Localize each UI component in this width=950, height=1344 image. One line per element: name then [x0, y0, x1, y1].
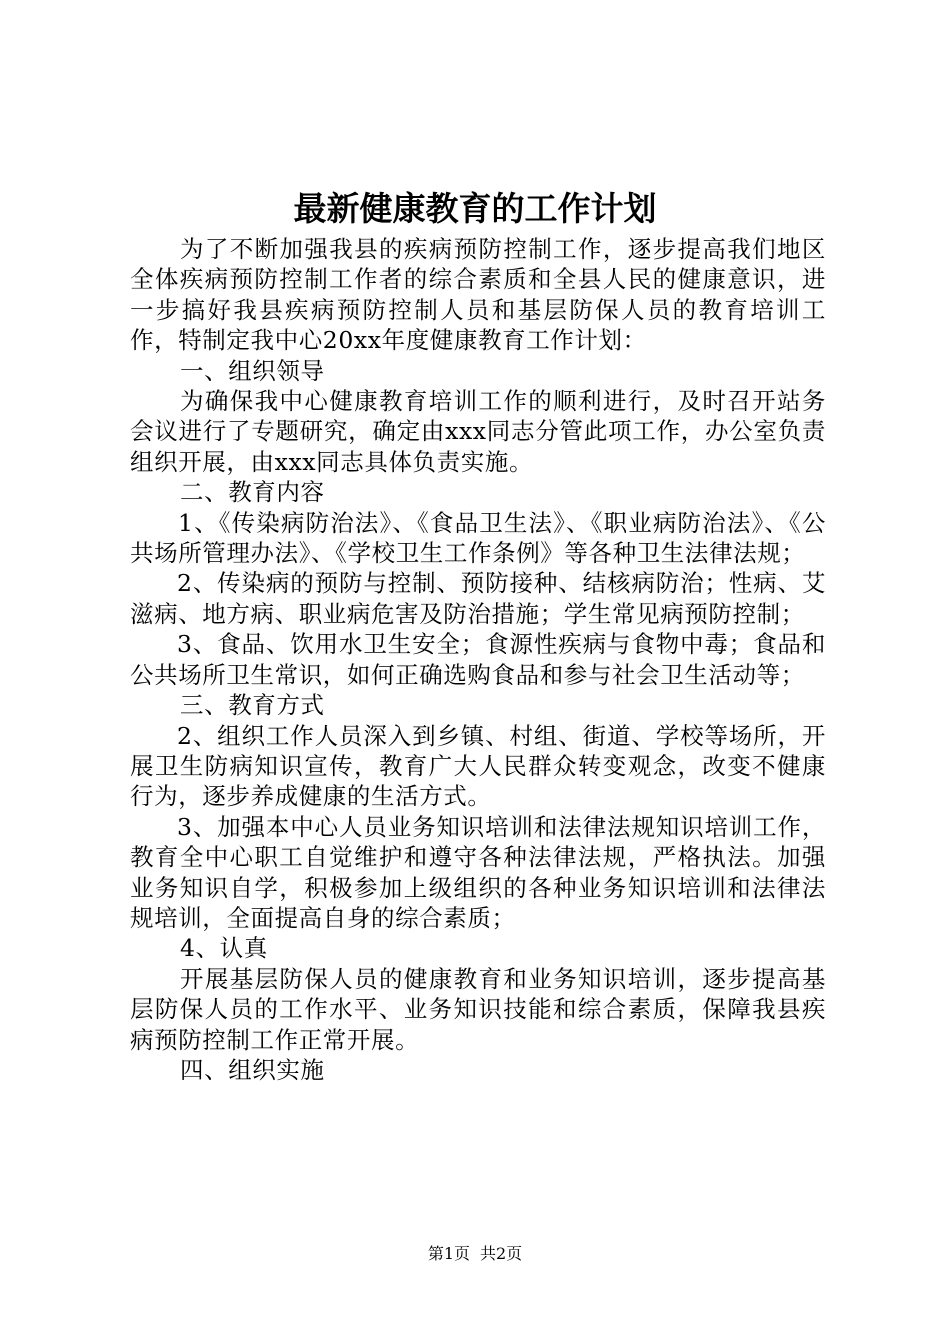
intro-paragraph: 为了不断加强我县的疾病预防控制工作，逐步提高我们地区全体疾病预防控制工作者的综合素质和全县人民的健康意识，进一步搞好我县疾病预防控制人员和基层防保人员的教育培训工作，特制定我中心20xx年度健康教育工作计划： [130, 235, 826, 355]
methods-item-2: 2、组织工作人员深入到乡镇、村组、街道、学校等场所，开展卫生防病知识宣传，教育广大人民群众转变观念，改变不健康行为，逐步养成健康的生活方式。 [130, 721, 826, 811]
organization-paragraph: 为确保我中心健康教育培训工作的顺利进行，及时召开站务会议进行了专题研究，确定由xxx同志分管此项工作，办公室负责组织开展，由xxx同志具体负责实施。 [130, 387, 826, 476]
content-item-1: 1、《传染病防治法》、《食品卫生法》、《职业病防治法》、《公共场所管理办法》、《学校卫生工作条例》等各种卫生法律法规； [130, 508, 826, 568]
section-heading-organization: 一、组织领导 [180, 356, 325, 385]
document-body [130, 234, 826, 1085]
methods-item-4-heading: 4、认真 [180, 934, 268, 963]
page-number: 第1页 [427, 1244, 470, 1263]
methods-item-3: 3、加强本中心人员业务知识培训和法律法规知识培训工作，教育全中心职工自觉维护和遵守各种法律法规，严格执法。加强业务知识自学，积极参加上级组织的各种业务知识培训和法律法规培训，全面提高自身的综合素质； [130, 812, 826, 932]
methods-item-4-paragraph: 开展基层防保人员的健康教育和业务知识培训，逐步提高基层防保人员的工作水平、业务知识技能和综合素质，保障我县疾病预防控制工作正常开展。 [130, 964, 826, 1054]
section-heading-content: 二、教育内容 [180, 478, 325, 507]
page-footer [0, 1243, 950, 1265]
content-item-2: 2、传染病的预防与控制、预防接种、结核病防治；性病、艾滋病、地方病、职业病危害及防治措施；学生常见病预防控制； [130, 569, 826, 628]
content-item-3: 3、食品、饮用水卫生安全；食源性疾病与食物中毒；食品和公共场所卫生常识，如何正确选购食品和参与社会卫生活动等； [130, 630, 826, 689]
section-heading-methods: 三、教育方式 [180, 691, 325, 720]
document-title: 最新健康教育的工作计划 [293, 189, 657, 228]
section-heading-implementation: 四、组织实施 [180, 1055, 325, 1084]
page-total: 共2页 [480, 1244, 523, 1263]
